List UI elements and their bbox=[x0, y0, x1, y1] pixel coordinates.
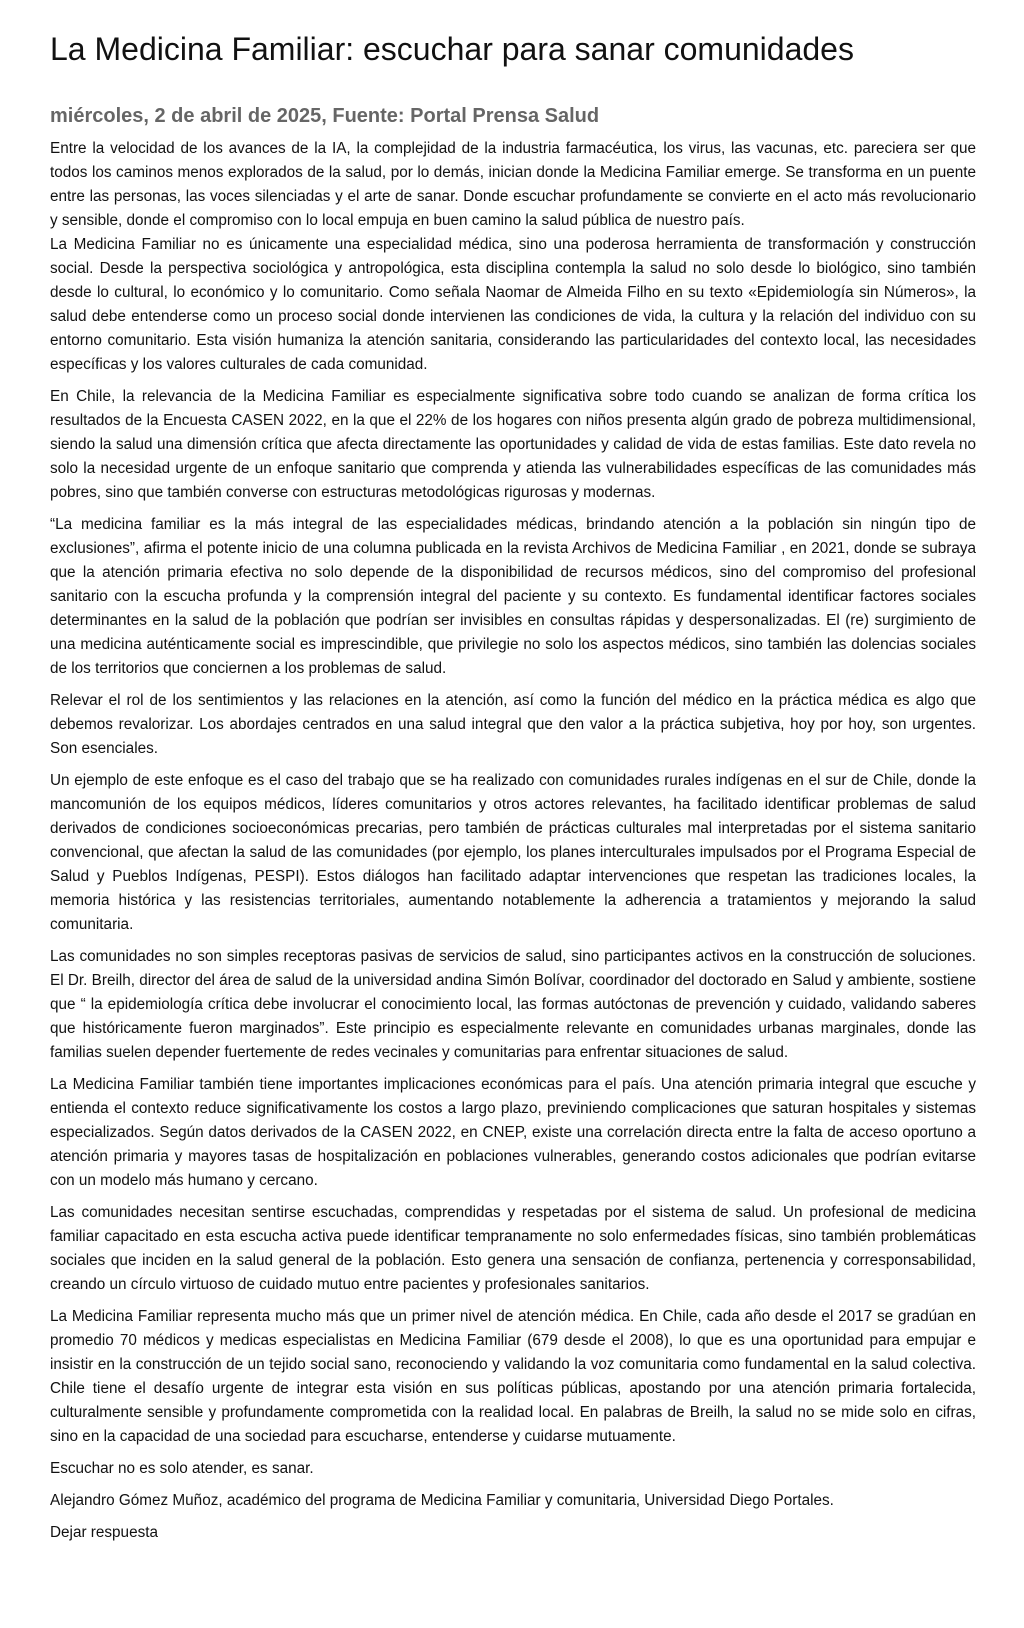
article bbox=[50, 0, 976, 1545]
paragraph-1: Entre la velocidad de los avances de la IA, la complejidad de la industria farmacéutica, los virus, las vacunas, etc. pareciera ser que todos los caminos menos explorados de la salud, por lo demás, inician donde la Medicina Familiar emerge. Se transforma en un puente entre las personas, las voces silenciadas y el arte de sanar. Donde escuchar profundamente se convierte en el acto más revolucionario y sensible, donde el compromiso con lo local empuja en buen camino la salud pública de nuestro país. bbox=[50, 140, 976, 229]
closing-line: Escuchar no es solo atender, es sanar. bbox=[50, 1460, 314, 1477]
paragraph-5: Relevar el rol de los sentimientos y las relaciones en la atención, así como la función del médico en la práctica médica es algo que debemos revalorizar. Los abordajes centrados en una salud integral que den valor a la práctica subjetiva, hoy por hoy, son urgentes. Son esenciales. bbox=[50, 692, 976, 757]
article-meta: miércoles, 2 de abril de 2025, Fuente: Portal Prensa Salud bbox=[50, 105, 600, 127]
article-body bbox=[50, 137, 976, 1513]
paragraph-6: Un ejemplo de este enfoque es el caso del trabajo que se ha realizado con comunidades rurales indígenas en el sur de Chile, donde la mancomunión de los equipos médicos, líderes comunitarios y otros actores relevantes, ha facilitado identificar problemas de salud derivados de condiciones socioeconómicas precarias, pero también de prácticas culturales mal interpretadas por el sistema sanitario convencional, que afectan la salud de las comunidades (por ejemplo, los planes interculturales impulsados por el Programa Especial de Salud y Pueblos Indígenas, PESPI). Estos diálogos han facilitado adaptar intervenciones que respetan las tradiciones locales, la memoria histórica y las resistencias territoriales, aumentando notablemente la adherencia a tratamientos y mejorando la salud comunitaria. bbox=[50, 772, 976, 933]
paragraph-3: En Chile, la relevancia de la Medicina Familiar es especialmente significativa sobre todo cuando se analizan de forma crítica los resultados de la Encuesta CASEN 2022, en la que el 22% de los hogares con niños presenta algún grado de pobreza multidimensional, siendo la salud una dimensión crítica que afecta directamente las oportunidades y calidad de vida de estas familias. Este dato revela no solo la necesidad urgente de un enfoque sanitario que comprenda y atienda las vulnerabilidades específicas de las comunidades más pobres, sino que también converse con estructuras metodológicas rigurosas y modernas. bbox=[50, 388, 976, 501]
paragraph-7: Las comunidades no son simples receptoras pasivas de servicios de salud, sino participantes activos en la construcción de soluciones. El Dr. Breilh, director del área de salud de la universidad andina Simón Bolívar, coordinador del doctorado en Salud y ambiente, sostiene que “ la epidemiología crítica debe involucrar el conocimiento local, las formas autóctonas de prevención y cuidado, validando saberes que históricamente fueron marginados”. Este principio es especialmente relevante en comunidades urbanas marginales, donde las familias suelen depender fuertemente de redes vecinales y comunitarias para enfrentar situaciones de salud. bbox=[50, 948, 977, 1061]
leave-reply-link[interactable]: Dejar respuesta bbox=[50, 1524, 158, 1541]
author-credit: Alejandro Gómez Muñoz, académico del programa de Medicina Familiar y comunitaria, Universidad Diego Portales. bbox=[50, 1492, 834, 1509]
paragraph-2: La Medicina Familiar no es únicamente una especialidad médica, sino una poderosa herramienta de transformación y construcción social. Desde la perspectiva sociológica y antropológica, esta disciplina contempla la salud no solo desde lo biológico, sino también desde lo cultural, lo económico y lo comunitario. Como señala Naomar de Almeida Filho en su texto «Epidemiología sin Números», la salud debe entenderse como un proceso social donde intervienen las condiciones de vida, la cultura y la relación del individuo con su entorno comunitario. Esta visión humaniza la atención sanitaria, considerando las particularidades del contexto local, las necesidades específicas y los valores culturales de cada comunidad. bbox=[50, 236, 976, 373]
paragraph-4: “La medicina familiar es la más integral de las especialidades médicas, brindando atención a la población sin ningún tipo de exclusiones”, afirma el potente inicio de una columna publicada en la revista Archivos de Medicina Familiar , en 2021, donde se subraya que la atención primaria efectiva no solo depende de la disponibilidad de recursos médicos, sino del compromiso del profesional sanitario con la escucha profunda y la comprensión integral del paciente y su contexto. Es fundamental identificar factores sociales determinantes en la salud de la población que podrían ser invisibles en consultas rápidas y despersonalizadas. El (re) surgimiento de una medicina auténticamente social es imprescindible, que privilegie no solo los aspectos médicos, sino también las dolencias sociales de los territorios que conciernen a los problemas de salud. bbox=[50, 516, 976, 677]
paragraph-8: La Medicina Familiar también tiene importantes implicaciones económicas para el país. Una atención primaria integral que escuche y entienda el contexto reduce significativamente los costos a largo plazo, previniendo complicaciones que saturan hospitales y sistemas especializados. Según datos derivados de la CASEN 2022, en CNEP, existe una correlación directa entre la falta de acceso oportuno a atención primaria y mayores tasas de hospitalización en poblaciones vulnerables, generando costos adicionales que podrían evitarse con un modelo más humano y cercano. bbox=[50, 1076, 976, 1189]
article-title: La Medicina Familiar: escuchar para sanar comunidades bbox=[50, 31, 854, 67]
paragraph-9: Las comunidades necesitan sentirse escuchadas, comprendidas y respetadas por el sistema de salud. Un profesional de medicina familiar capacitado en esta escucha activa puede identificar tempranamente no solo enfermedades físicas, sino también problemáticas sociales que inciden en la salud general de la población. Esto genera una sensación de confianza, pertenencia y corresponsabilidad, creando un círculo virtuoso de cuidado mutuo entre pacientes y profesionales sanitarios. bbox=[50, 1204, 976, 1293]
paragraph-10: La Medicina Familiar representa mucho más que un primer nivel de atención médica. En Chile, cada año desde el 2017 se gradúan en promedio 70 médicos y medicas especialistas en Medicina Familiar (679 desde el 2008), lo que es una oportunidad para empujar e insistir en la construcción de un tejido social sano, reconociendo y validando la voz comunitaria como fundamental en la salud colectiva. Chile tiene el desafío urgente de integrar esta visión en sus políticas públicas, apostando por una atención primaria fortalecida, culturalmente sensible y profundamente comprometida con la realidad local. En palabras de Breilh, la salud no se mide solo en cifras, sino en la capacidad de una sociedad para escucharse, entenderse y cuidarse mutuamente. bbox=[50, 1308, 976, 1445]
